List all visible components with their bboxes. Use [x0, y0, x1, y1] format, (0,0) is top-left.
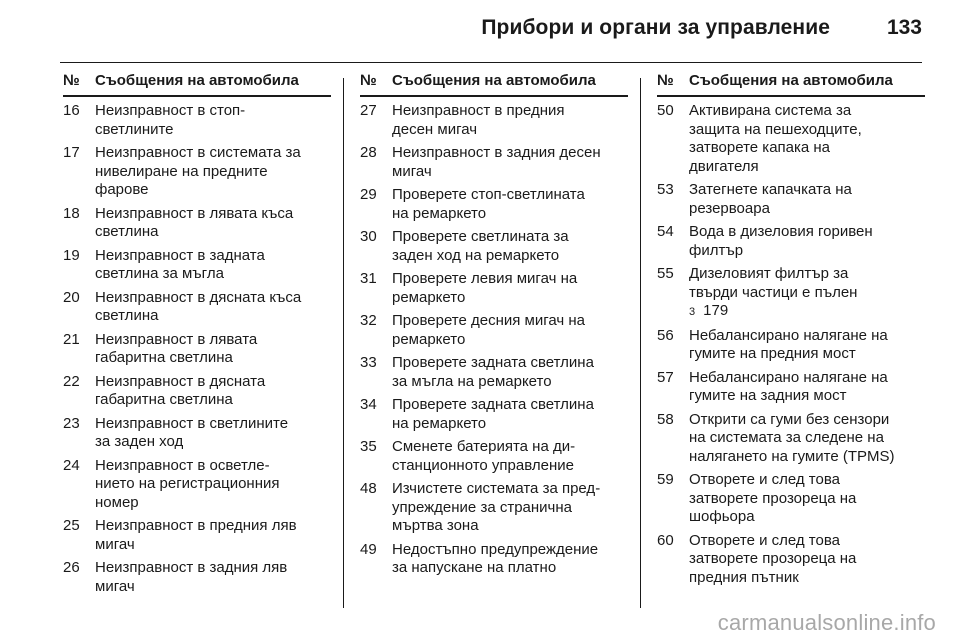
message-number: 27 — [360, 102, 377, 119]
message-number: 19 — [63, 246, 80, 264]
message-number: 49 — [360, 540, 377, 558]
message-line: налягането на гумите (TPMS) — [689, 447, 895, 465]
message-number: 50 — [657, 102, 674, 119]
message-text — [95, 457, 331, 513]
message-number: 55 — [657, 265, 674, 282]
message-line: Активирана система за — [689, 102, 852, 119]
message-text — [392, 312, 628, 349]
message-line: гумите на предния мост — [689, 345, 856, 362]
message-row — [360, 186, 628, 223]
message-text — [689, 471, 925, 527]
message-line: Неизправност в дясната — [95, 372, 266, 390]
message-number: 24 — [63, 456, 80, 474]
message-line: Небалансирано налягане на — [689, 326, 888, 344]
message-line: Проверете левия мигач на — [392, 270, 578, 287]
message-row — [360, 228, 628, 265]
message-number: 35 — [360, 438, 377, 455]
message-line: Неизправност в предния — [392, 102, 565, 119]
message-line: твърди частици е пълен — [689, 283, 858, 301]
message-line: Неизправност в светлините — [95, 414, 289, 432]
message-number: 28 — [360, 144, 377, 161]
table-header — [657, 72, 925, 97]
message-line: Проверете светлината за — [392, 228, 569, 245]
message-row — [360, 312, 628, 349]
message-text — [689, 532, 925, 588]
message-text — [689, 102, 925, 176]
message-number: 59 — [657, 471, 674, 488]
message-line: за напускане на платно — [392, 559, 557, 576]
message-list — [63, 102, 331, 596]
header-label: Съобщения на автомобила — [95, 72, 299, 89]
message-line: за заден ход — [95, 433, 184, 450]
message-line: нивелиране на предните — [95, 162, 268, 180]
message-number: 26 — [63, 559, 80, 576]
header-rule — [60, 62, 922, 63]
message-line: Проверете задната светлина — [392, 354, 594, 371]
message-line: номер — [95, 493, 139, 511]
message-line: ремаркето — [392, 330, 466, 348]
message-text — [392, 270, 628, 307]
message-number: 48 — [360, 480, 377, 497]
message-line: Неизправност в лявата — [95, 330, 258, 348]
message-row — [63, 247, 331, 284]
message-line: гумите на задния мост — [689, 387, 847, 404]
message-line: Сменете батерията на ди- — [392, 438, 576, 455]
watermark: carmanualsonline.info — [717, 610, 936, 635]
page-number: 133 — [886, 16, 922, 39]
message-row — [63, 205, 331, 242]
message-line: резервоара — [689, 199, 770, 217]
message-line: Открити са гуми без сензори — [689, 410, 890, 428]
message-text — [392, 480, 628, 536]
message-number: 34 — [360, 396, 377, 413]
message-row — [657, 102, 925, 176]
message-row — [657, 181, 925, 218]
message-text — [95, 517, 331, 554]
message-row — [360, 144, 628, 181]
message-row — [657, 369, 925, 406]
header-label: Съобщения на автомобила — [392, 72, 596, 89]
column-divider — [343, 78, 344, 608]
message-line: десен мигач — [392, 120, 478, 138]
message-line: габаритна светлина — [95, 349, 233, 366]
message-row — [360, 102, 628, 139]
message-row — [63, 289, 331, 326]
message-line: мигач — [95, 577, 135, 595]
message-text — [689, 223, 925, 260]
message-line: на системата за следене на — [689, 429, 884, 446]
column-middle — [360, 72, 628, 578]
message-text — [689, 265, 925, 322]
message-line: Отворете и след това — [689, 471, 840, 488]
message-line: светлина — [95, 307, 159, 324]
message-row — [360, 438, 628, 475]
message-number: 58 — [657, 410, 674, 428]
message-row — [657, 532, 925, 588]
header-num: № — [63, 72, 80, 89]
message-line: Неизправност в задния ляв — [95, 559, 288, 576]
message-line: Небалансирано налягане на — [689, 368, 888, 386]
message-number: 20 — [63, 288, 80, 306]
message-text — [689, 327, 925, 364]
message-line: нието на регистрационния — [95, 475, 280, 492]
message-line: на ремаркето — [392, 414, 487, 432]
message-text — [95, 373, 331, 410]
message-line: Дизеловият филтър за — [689, 265, 849, 282]
message-text — [392, 354, 628, 391]
message-row — [657, 223, 925, 260]
message-line: шофьора — [689, 508, 755, 525]
message-number: 54 — [657, 223, 674, 240]
message-line: за мъгла на ремаркето — [392, 372, 552, 390]
column-right — [657, 72, 925, 587]
message-line: светлините — [95, 120, 174, 138]
message-number: 60 — [657, 531, 674, 549]
message-line: мигач — [95, 535, 135, 553]
table-header — [63, 72, 331, 97]
message-row — [63, 415, 331, 452]
header-num: № — [360, 72, 377, 89]
message-line: габаритна светлина — [95, 391, 233, 408]
message-row — [63, 331, 331, 368]
message-line: двигателя — [689, 157, 759, 175]
message-text — [95, 289, 331, 326]
message-line: Отворете и след това — [689, 531, 840, 549]
message-list — [360, 102, 628, 578]
message-line: Неизправност в осветле- — [95, 456, 270, 474]
message-text — [95, 559, 331, 596]
message-line: мъртва зона — [392, 517, 479, 534]
message-text — [392, 396, 628, 433]
page-title: Прибори и органи за управление — [481, 16, 830, 39]
page-reference[interactable] — [689, 302, 925, 322]
message-line: Проверете задната светлина — [392, 396, 594, 413]
message-line: предния пътник — [689, 568, 799, 586]
table-header — [360, 72, 628, 97]
message-text — [392, 186, 628, 223]
message-number: 25 — [63, 517, 80, 534]
header-label: Съобщения на автомобила — [689, 72, 893, 89]
message-line: филтър — [689, 241, 744, 259]
message-row — [657, 411, 925, 467]
message-number: 18 — [63, 204, 80, 222]
message-row — [657, 471, 925, 527]
message-number: 21 — [63, 330, 80, 348]
message-row — [63, 102, 331, 139]
message-line: Проверете стоп-светлината — [392, 186, 585, 203]
reference-arrow-icon: 3 — [689, 306, 696, 318]
message-row — [360, 541, 628, 578]
message-row — [657, 327, 925, 364]
message-line: защита на пешеходците, — [689, 120, 862, 138]
message-number: 31 — [360, 270, 377, 287]
message-line: светлина — [95, 223, 159, 240]
message-row — [360, 354, 628, 391]
message-line: ремаркето — [392, 288, 466, 306]
message-row — [63, 559, 331, 596]
message-number: 32 — [360, 312, 377, 329]
reference-page-number: 179 — [703, 302, 729, 319]
message-number: 17 — [63, 144, 80, 161]
message-text — [392, 144, 628, 181]
message-line: затворете прозореца на — [689, 489, 857, 507]
message-line: мигач — [392, 162, 432, 180]
message-row — [63, 517, 331, 554]
header-num: № — [657, 72, 674, 89]
message-line: Недостъпно предупреждение — [392, 540, 599, 558]
message-line: затворете капака на — [689, 139, 831, 156]
message-line: Затегнете капачката на — [689, 181, 852, 198]
message-line: Вода в дизеловия горивен — [689, 223, 873, 240]
message-line: заден ход на ремаркето — [392, 246, 560, 264]
message-number: 23 — [63, 414, 80, 432]
message-row — [63, 457, 331, 513]
message-line: Неизправност в предния ляв — [95, 517, 297, 534]
message-text — [689, 369, 925, 406]
message-row — [657, 265, 925, 322]
message-line: Неизправност в лявата къса — [95, 204, 294, 222]
message-line: станционното управление — [392, 456, 574, 474]
message-number: 30 — [360, 228, 377, 245]
message-text — [95, 415, 331, 452]
message-line: Неизправност в дясната къса — [95, 288, 302, 306]
message-line: Изчистете системата за пред- — [392, 480, 601, 497]
message-text — [95, 205, 331, 242]
message-number: 53 — [657, 181, 674, 198]
message-line: Неизправност в задната — [95, 246, 265, 264]
message-text — [392, 438, 628, 475]
message-line: светлина за мъгла — [95, 265, 224, 282]
message-number: 33 — [360, 354, 377, 371]
message-line: затворете прозореца на — [689, 550, 857, 567]
message-line: Проверете десния мигач на — [392, 312, 586, 329]
message-text — [95, 247, 331, 284]
message-line: упреждение за странична — [392, 498, 572, 516]
page-header — [60, 16, 922, 48]
message-row — [63, 373, 331, 410]
message-text — [95, 331, 331, 368]
message-line: фарове — [95, 181, 149, 198]
message-text — [392, 228, 628, 265]
column-left — [63, 72, 331, 596]
message-text — [689, 181, 925, 218]
message-text — [689, 411, 925, 467]
message-row — [360, 480, 628, 536]
message-line: Неизправност в стоп- — [95, 102, 246, 119]
message-number: 29 — [360, 186, 377, 203]
message-list — [657, 102, 925, 587]
message-row — [360, 270, 628, 307]
message-number: 57 — [657, 368, 674, 386]
message-row — [63, 144, 331, 200]
message-line: Неизправност в задния десен — [392, 144, 601, 161]
column-divider — [640, 78, 641, 608]
message-text — [95, 102, 331, 139]
message-number: 16 — [63, 102, 80, 119]
message-number: 56 — [657, 326, 674, 344]
message-text — [392, 541, 628, 578]
message-line: на ремаркето — [392, 204, 487, 222]
message-line: Неизправност в системата за — [95, 144, 301, 161]
message-row — [360, 396, 628, 433]
message-text — [392, 102, 628, 139]
message-text — [95, 144, 331, 200]
message-number: 22 — [63, 372, 80, 390]
